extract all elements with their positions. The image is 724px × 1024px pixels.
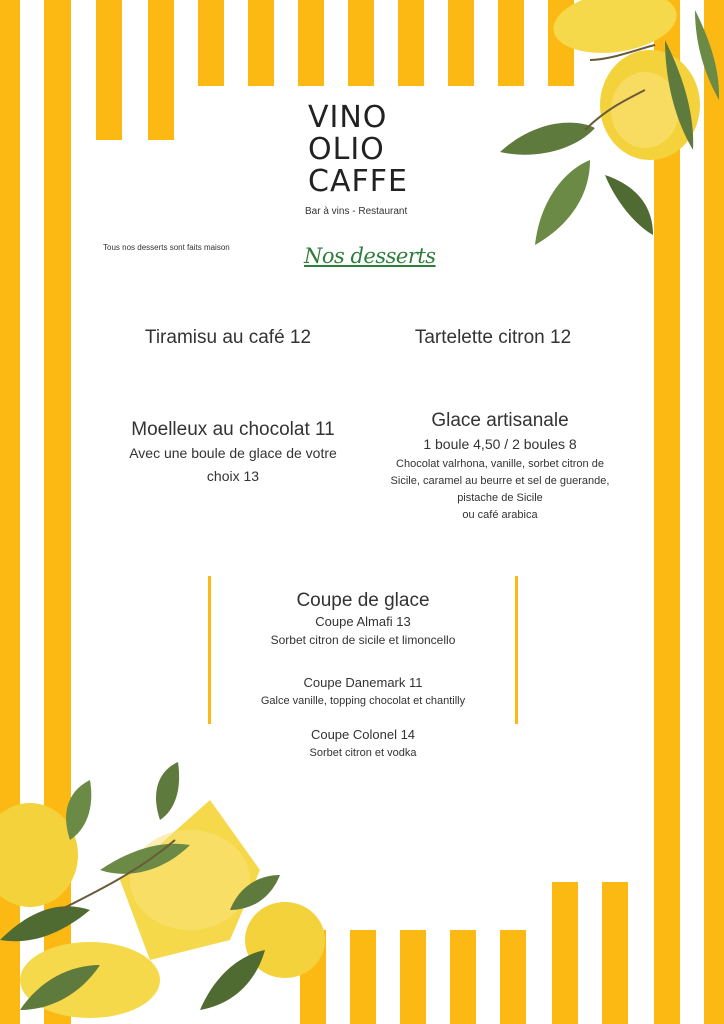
coupe-right-divider xyxy=(515,576,518,724)
item-name: Moelleux au chocolat 11 xyxy=(131,419,335,440)
item-name: Tartelette citron 12 xyxy=(414,327,572,348)
restaurant-logo xyxy=(308,102,424,198)
coupe-title: Coupe de glace xyxy=(296,590,430,611)
item-detail: choix 13 xyxy=(206,468,260,484)
lemon-branch-top-right-illustration xyxy=(495,0,724,250)
lemon-branch-bottom-left-illustration xyxy=(0,760,330,1024)
item-flavors: ou café arabica xyxy=(462,509,538,521)
item-flavors: Chocolat valrhona, vanille, sorbet citron de xyxy=(396,458,604,470)
coupe-desc: Galce vanille, topping chocolat et chantilly xyxy=(260,695,466,707)
coupe-left-divider xyxy=(208,576,211,724)
item-flavors: pistache de Sicile xyxy=(457,492,543,504)
item-name: Glace artisanale xyxy=(431,410,569,431)
logo-line-vino: VINO xyxy=(308,100,388,135)
item-tiramisu xyxy=(118,326,338,350)
logo-subtitle: Bar à vins - Restaurant xyxy=(305,206,408,217)
logo-line-olio: OLIO xyxy=(308,132,385,167)
coupe-desc: Sorbet citron de sicile et limoncello xyxy=(270,633,456,647)
coupe-name: Coupe Almafi 13 xyxy=(315,614,411,629)
item-price: 1 boule 4,50 / 2 boules 8 xyxy=(423,436,577,452)
item-moelleux xyxy=(108,418,358,488)
item-glace-artisanale xyxy=(380,409,620,524)
coupe-section xyxy=(215,589,511,762)
homemade-note: Tous nos desserts sont faits maison xyxy=(103,243,230,252)
item-tartelette xyxy=(383,326,603,350)
logo-line-caffe: CAFFE xyxy=(308,164,408,199)
coupe-name: Coupe Colonel 14 xyxy=(310,727,416,742)
item-detail: Avec une boule de glace de votre xyxy=(129,445,337,461)
coupe-name: Coupe Danemark 11 xyxy=(303,675,423,690)
item-flavors: Sicile, caramel au beurre et sel de guerande, xyxy=(390,475,610,487)
item-name: Tiramisu au café 12 xyxy=(144,327,312,348)
coupe-desc: Sorbet citron et vodka xyxy=(309,747,417,759)
section-title: Nos desserts xyxy=(304,244,436,268)
